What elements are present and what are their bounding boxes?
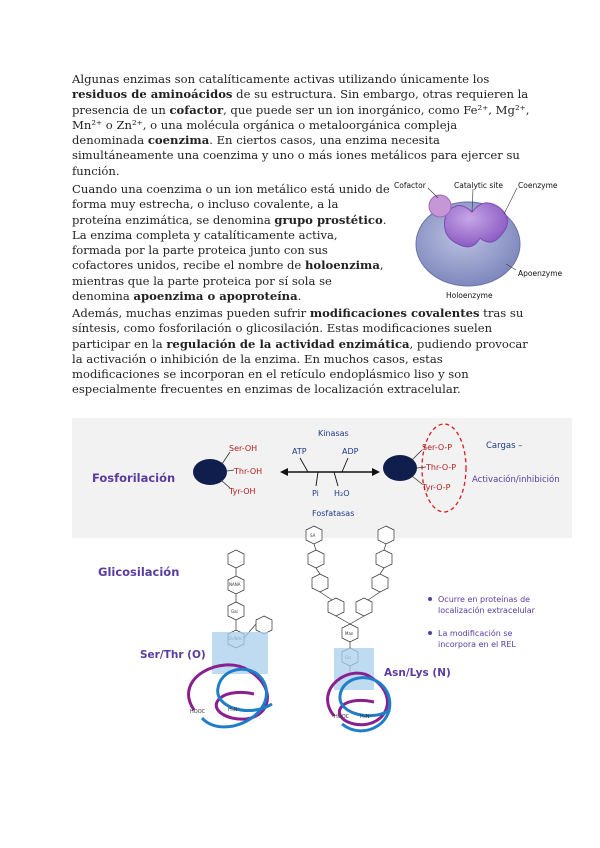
label-holoenzyme: Holoenzyme: [446, 291, 493, 300]
paragraph-covalent-modifications: Además, muchas enzimas pueden sufrir modificaciones covalentes tras su síntesis, como fosforilación o glicosilación. Estas modificaciones suelen participar en la regulación de la actividad enzimática, pudiendo provocar la activación o inhibición de la enzima. En muchos casos, estas modificaciones se incorporan en el retículo endoplásmico liso y son especialmente frecuentes en enzimas de localización extracelular.: [72, 306, 528, 397]
label-catalytic-site: Catalytic site: [454, 181, 503, 190]
label-fosfatasas: Fosfatasas: [312, 509, 355, 518]
label-coenzyme: Coenzyme: [518, 181, 558, 190]
label-asn-lys-n: Asn/Lys (N): [384, 667, 451, 679]
label-h3n-left: H₃N⁺: [228, 707, 241, 713]
protein-dot-right: [383, 455, 417, 481]
label-tyr-op: Tyr-O-P: [422, 483, 451, 492]
sugar-label-gal: Gal: [231, 609, 238, 614]
holoenzyme-figure: [388, 176, 574, 304]
bullet-dot-1: [428, 597, 432, 601]
label-thr-op: Thr-O-P: [426, 463, 457, 472]
sugar-label-sa: SA: [310, 533, 316, 538]
title-glicosilacion: Glicosilación: [98, 565, 180, 579]
title-fosforilacion: Fosforilación: [92, 471, 176, 485]
label-activacion: Activación/inhibición: [472, 475, 560, 485]
cofactor-shape: [429, 195, 451, 217]
label-kinasas: Kinasas: [318, 429, 349, 438]
bullet-dot-2: [428, 631, 432, 635]
label-hooc-left: HOOC: [190, 709, 206, 715]
label-ser-thr-o: Ser/Thr (O): [140, 649, 206, 661]
label-ser-oh: Ser-OH: [229, 444, 258, 453]
bullet2-line2: incorpora en el REL: [438, 640, 516, 649]
label-cargas: Cargas –: [486, 441, 523, 451]
label-cofactor: Cofactor: [394, 181, 426, 190]
sugar-label-nana: NANA: [229, 582, 241, 587]
label-h2o: H₂O: [334, 489, 350, 498]
asnlys-highlight: [334, 648, 374, 690]
label-adp: ADP: [342, 447, 359, 456]
label-atp: ATP: [292, 447, 307, 456]
label-tyr-oh: Tyr-OH: [229, 487, 256, 496]
paragraph-cofactors: Algunas enzimas son catalíticamente activas utilizando únicamente los residuos de aminoácidos de su estructura. Sin embargo, otras requieren la presencia de un cofactor, que puede ser un ion inorgánico, como Fe²⁺, Mg²⁺, Mn²⁺ o Zn²⁺, o una molécula orgánica o metaloorgánica compleja denominada coenzima. En ciertos casos, una enzima necesita simultáneamente una coenzima y uno o más iones metálicos para ejercer su función.: [72, 72, 530, 178]
label-apoenzyme: Apoenzyme: [518, 269, 563, 278]
bullet1-line1: Ocurre en proteínas de: [438, 595, 531, 604]
modification-figure: [72, 418, 572, 738]
label-pi: Pi: [312, 489, 319, 498]
bullet1-line2: localización extracelular: [438, 606, 535, 615]
label-thr-oh: Thr-OH: [234, 467, 263, 476]
sugar-label-man: Man: [345, 631, 354, 636]
bullet2-line1: La modificación se: [438, 629, 513, 638]
label-hooc-right: HOOC: [334, 714, 350, 720]
label-ser-op: Ser-O-P: [422, 443, 453, 452]
label-h3n-right: H₃N⁺: [360, 714, 373, 720]
paragraph-holoenzyme: Cuando una coenzima o un ion metálico está unido de forma muy estrecha, o incluso covalente, a la proteína enzimática, se denomina grupo prostético. La enzima completa y catalíticamente activa, formada por la parte proteica junto con sus cofactores unidos, recibe el nombre de holoenzima, mientras que la parte proteica por sí sola se denomina apoenzima o apoproteína.: [72, 182, 390, 304]
